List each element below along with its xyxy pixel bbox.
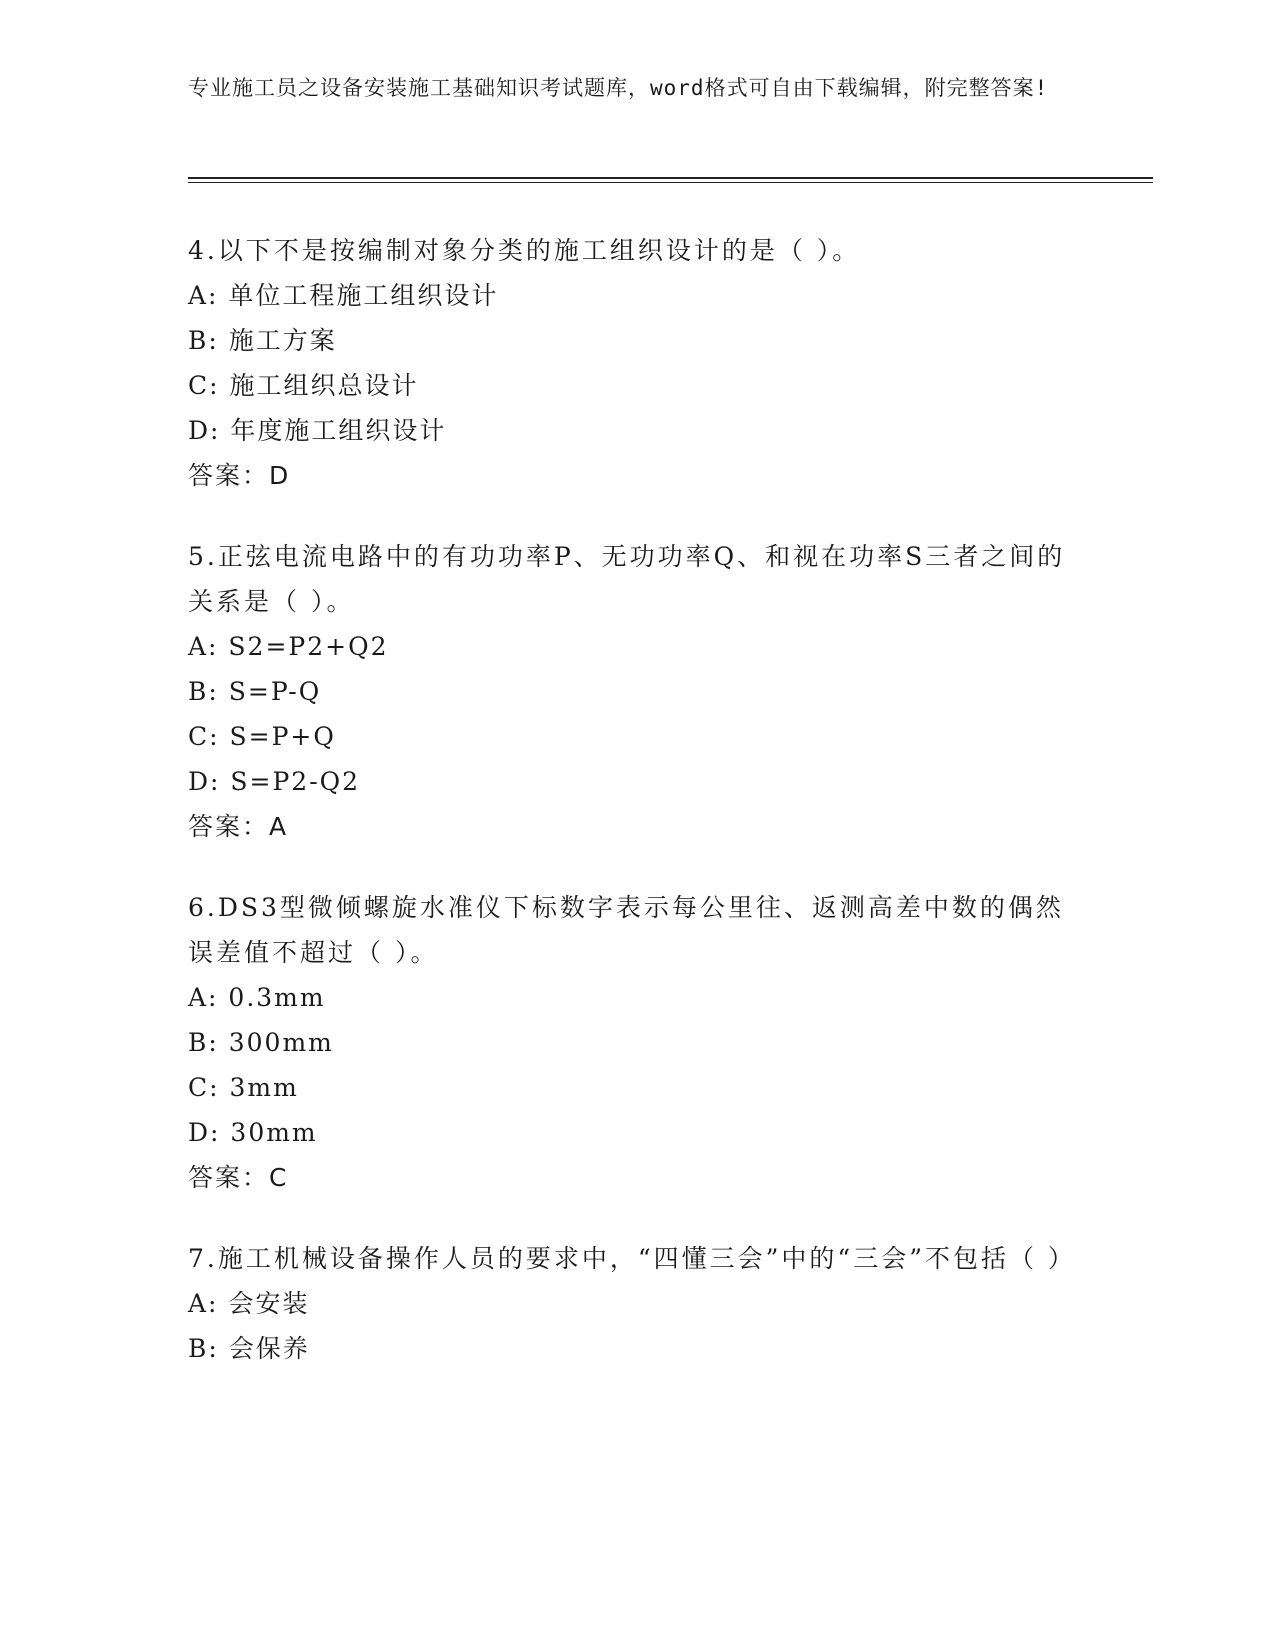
question-7 (188, 1236, 1088, 1371)
option-c: C: 3mm (188, 1073, 299, 1102)
question-stem: 5.正弦电流电路中的有功功率P、无功功率Q、和视在功率S三者之间的关系是（ ）。 (188, 542, 1066, 616)
option-b: B: 施工方案 (188, 326, 337, 355)
question-6 (188, 885, 1088, 1200)
option-d: D: 30mm (188, 1118, 318, 1147)
question-5 (188, 534, 1088, 849)
option-c: C: S=P+Q (188, 722, 336, 751)
option-a: A: S2=P2+Q2 (188, 632, 389, 661)
option-b: B: 会保养 (188, 1334, 310, 1363)
option-d: D: 年度施工组织设计 (188, 416, 447, 445)
question-stem: 6.DS3型微倾螺旋水准仪下标数字表示每公里往、返测高差中数的偶然误差值不超过（ ）。 (188, 893, 1064, 967)
question-stem: 7.施工机械设备操作人员的要求中，“四懂三会”中的“三会”不包括（ ） (188, 1244, 1076, 1273)
question-list (188, 228, 1088, 1407)
answer-line: 答案：A (188, 812, 289, 841)
option-a: A: 会安装 (188, 1289, 310, 1318)
option-b: B: 300mm (188, 1028, 334, 1057)
question-4 (188, 228, 1088, 498)
answer-line: 答案：C (188, 1163, 289, 1192)
option-b: B: S=P-Q (188, 677, 322, 706)
option-a: A: 单位工程施工组织设计 (188, 281, 499, 310)
answer-line: 答案：D (188, 461, 291, 490)
option-c: C: 施工组织总设计 (188, 371, 419, 400)
header-divider (188, 177, 1153, 183)
document-header: 专业施工员之设备安装施工基础知识考试题库，word格式可自由下载编辑，附完整答案! (188, 76, 1049, 100)
option-a: A: 0.3mm (188, 983, 326, 1012)
question-stem: 4.以下不是按编制对象分类的施工组织设计的是（ ）。 (188, 236, 861, 265)
option-d: D: S=P2-Q2 (188, 767, 361, 796)
